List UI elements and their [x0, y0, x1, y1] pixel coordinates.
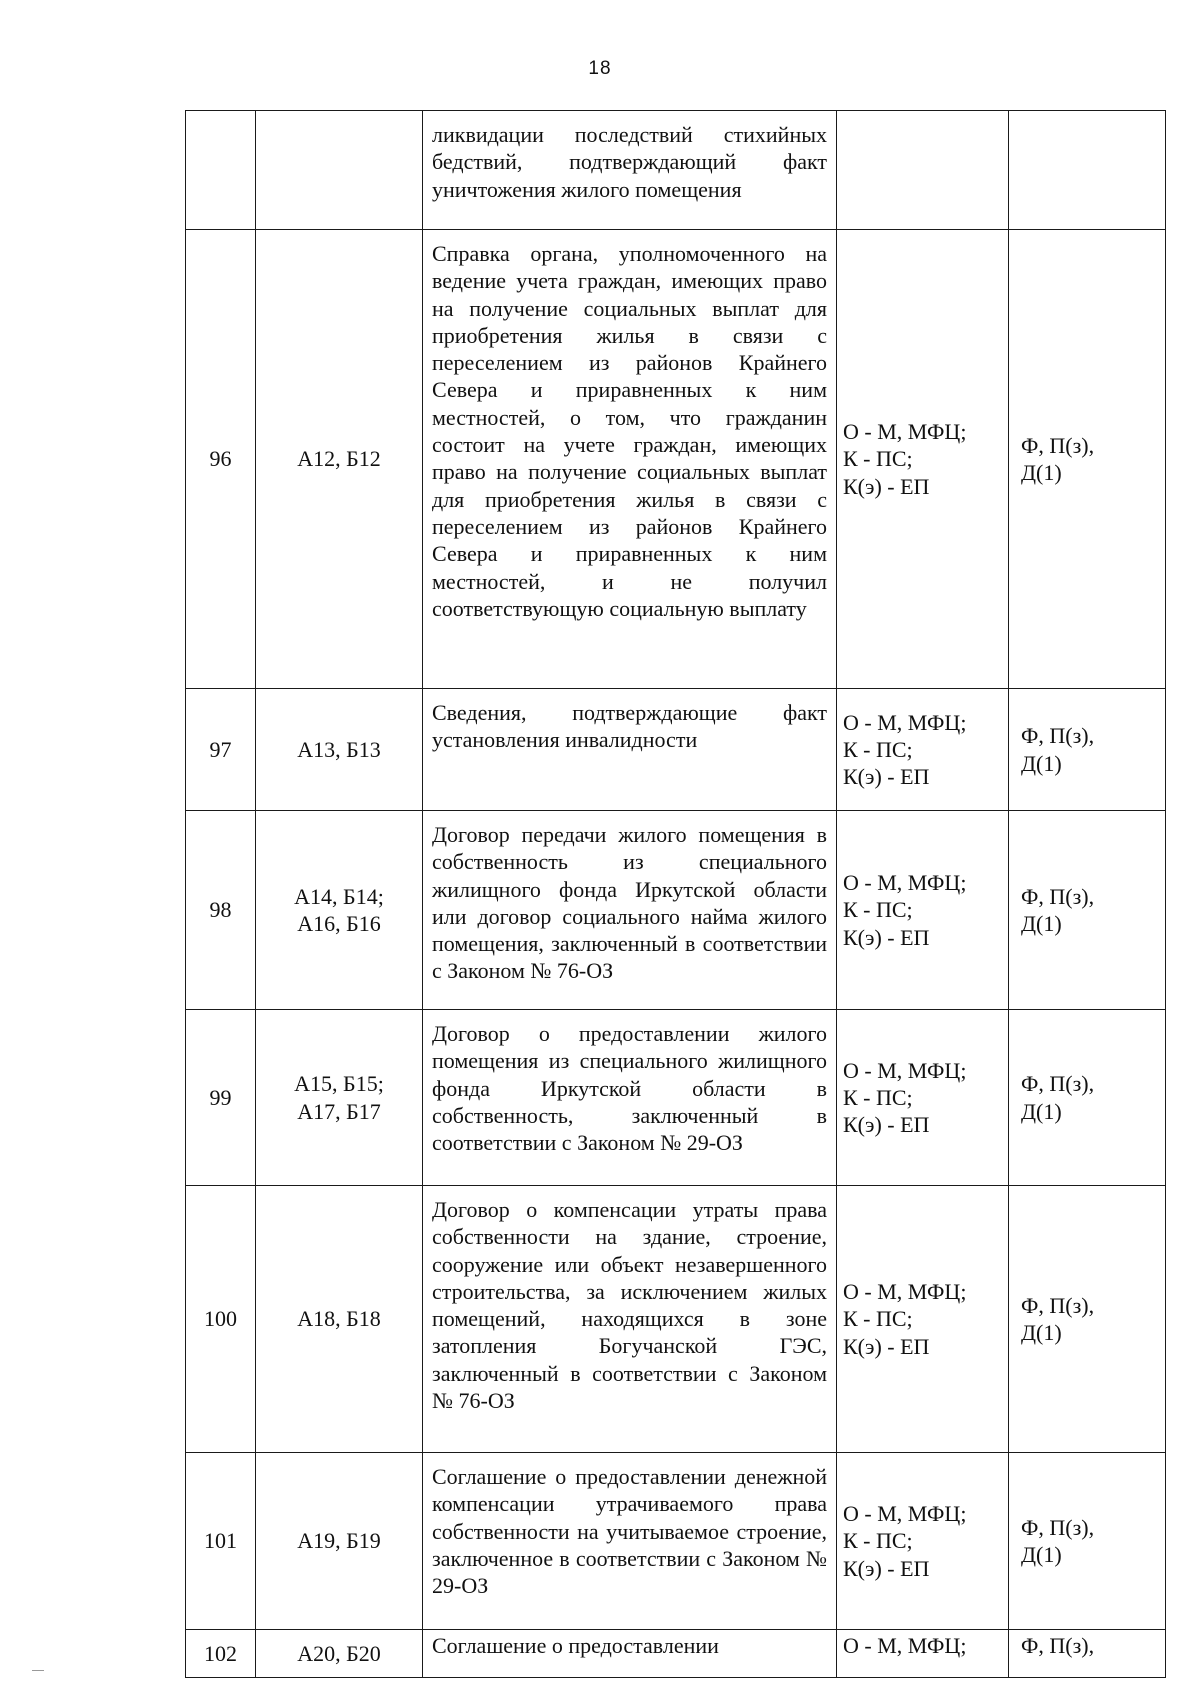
- table-row: [186, 111, 1166, 230]
- obtain-method: [837, 811, 1009, 1010]
- obtain-line: К - ПС;: [843, 446, 913, 472]
- obtain-method: [837, 1186, 1009, 1453]
- code-line: А17, Б17: [297, 1098, 381, 1124]
- obtain-line: К(э) - ЕП: [843, 473, 930, 499]
- row-codes: [256, 1186, 423, 1453]
- document-form: [1009, 1453, 1166, 1630]
- form-line: Д(1): [1021, 1542, 1062, 1567]
- form-line: Ф, П(з),: [1021, 1514, 1095, 1540]
- form-line: Ф, П(з),: [1021, 1633, 1095, 1658]
- document-table: [185, 110, 1166, 1678]
- table-row: [186, 1630, 1166, 1678]
- form-line: Ф, П(з),: [1021, 1071, 1095, 1097]
- document-description: Соглашение о предоставлении: [423, 1630, 837, 1678]
- document-form: [1009, 230, 1166, 689]
- document-form: [1009, 1010, 1166, 1186]
- form-line: Ф, П(з),: [1021, 883, 1095, 909]
- row-number: 96: [186, 230, 256, 689]
- row-number: 97: [186, 689, 256, 811]
- obtain-method: [837, 111, 1009, 230]
- row-number: [186, 111, 256, 230]
- form-line: Д(1): [1021, 911, 1062, 936]
- row-codes: [256, 811, 423, 1010]
- obtain-method: [837, 1010, 1009, 1186]
- form-line: Ф, П(з),: [1021, 432, 1095, 458]
- obtain-line: О - М, МФЦ;: [843, 1057, 967, 1083]
- obtain-line: К - ПС;: [843, 1306, 913, 1332]
- obtain-method: [837, 689, 1009, 811]
- obtain-line: О - М, МФЦ;: [843, 1501, 967, 1527]
- table-row: [186, 811, 1166, 1010]
- form-line: Д(1): [1021, 460, 1062, 485]
- obtain-line: К(э) - ЕП: [843, 1333, 930, 1359]
- form-line: Д(1): [1021, 750, 1062, 776]
- form-line: Д(1): [1021, 1098, 1062, 1124]
- code-line: А19, Б19: [297, 1528, 381, 1554]
- obtain-line: О - М, МФЦ;: [843, 1279, 967, 1305]
- document-form: [1009, 811, 1166, 1010]
- obtain-line: К - ПС;: [843, 736, 913, 762]
- document-description: Справка органа, уполномоченного на ведение учета граждан, имеющих право на получение социальных выплат для приобретения жилья в связи с переселением из районов Крайнего Севера и приравненных к ним местностей, о том, что гражданин состоит на учете граждан, имеющих право на получение социальных выплат для приобретения жилья в связи с переселением из районов Крайнего Севера и приравненных к ним местностей, и не получил соответствующую социальную выплату: [423, 230, 837, 689]
- obtain-line: О - М, МФЦ;: [843, 709, 967, 735]
- document-form: [1009, 689, 1166, 811]
- obtain-line: К(э) - ЕП: [843, 764, 930, 790]
- table-row: [186, 1010, 1166, 1186]
- row-codes: [256, 1010, 423, 1186]
- form-line: Д(1): [1021, 1320, 1062, 1345]
- document-form: [1009, 1186, 1166, 1453]
- row-codes: [256, 689, 423, 811]
- row-codes: [256, 1453, 423, 1630]
- obtain-method: [837, 1630, 1009, 1678]
- obtain-line: К(э) - ЕП: [843, 1112, 930, 1138]
- code-line: А15, Б15;: [294, 1071, 384, 1097]
- row-codes: [256, 230, 423, 689]
- table-row: [186, 689, 1166, 811]
- document-description: Договор о компенсации утраты права собственности на здание, строение, сооружение или объект незавершенного строительства, за исключением жилых помещений, находящихся в зоне затопления Богучанской ГЭС, заключенный в соответствии с Законом № 76-ОЗ: [423, 1186, 837, 1453]
- row-number: 98: [186, 811, 256, 1010]
- obtain-line: К - ПС;: [843, 1084, 913, 1110]
- obtain-line: К(э) - ЕП: [843, 1555, 930, 1581]
- code-line: А13, Б13: [297, 736, 381, 762]
- code-line: А16, Б16: [297, 911, 381, 936]
- row-number: 101: [186, 1453, 256, 1630]
- document-form: [1009, 1630, 1166, 1678]
- row-number: 100: [186, 1186, 256, 1453]
- form-line: Ф, П(з),: [1021, 1292, 1095, 1318]
- row-codes: [256, 1630, 423, 1678]
- row-number: 99: [186, 1010, 256, 1186]
- obtain-line: К - ПС;: [843, 897, 913, 923]
- code-line: А20, Б20: [297, 1640, 381, 1666]
- document-description: Соглашение о предоставлении денежной компенсации утрачиваемого права собственности на учитываемое строение, заключенное в соответствии с Законом № 29-ОЗ: [423, 1453, 837, 1630]
- document-description: ликвидации последствий стихийных бедствий, подтверждающий факт уничтожения жилого помещения: [423, 111, 837, 230]
- code-line: А12, Б12: [297, 446, 381, 472]
- obtain-line: К(э) - ЕП: [843, 924, 930, 950]
- document-description: Сведения, подтверждающие факт установления инвалидности: [423, 689, 837, 811]
- obtain-line: О - М, МФЦ;: [843, 419, 967, 445]
- row-number: 102: [186, 1630, 256, 1678]
- obtain-line: О - М, МФЦ;: [843, 870, 967, 896]
- obtain-method: [837, 230, 1009, 689]
- document-form: [1009, 111, 1166, 230]
- obtain-line: О - М, МФЦ;: [843, 1633, 967, 1658]
- table-row: [186, 1186, 1166, 1453]
- scan-mark: [32, 1670, 44, 1671]
- table-row: [186, 230, 1166, 689]
- table-row: [186, 1453, 1166, 1630]
- obtain-line: К - ПС;: [843, 1528, 913, 1554]
- code-line: А14, Б14;: [294, 883, 384, 909]
- page-number: 18: [588, 58, 612, 79]
- form-line: Ф, П(з),: [1021, 723, 1095, 749]
- row-codes: [256, 111, 423, 230]
- document-description: Договор о предоставлении жилого помещения из специального жилищного фонда Иркутской области в собственность, заключенный в соответствии с Законом № 29-ОЗ: [423, 1010, 837, 1186]
- code-line: А18, Б18: [297, 1306, 381, 1332]
- obtain-method: [837, 1453, 1009, 1630]
- document-description: Договор передачи жилого помещения в собственность из специального жилищного фонда Иркутской области или договор социального найма жилого помещения, заключенный в соответствии с Законом № 76-ОЗ: [423, 811, 837, 1010]
